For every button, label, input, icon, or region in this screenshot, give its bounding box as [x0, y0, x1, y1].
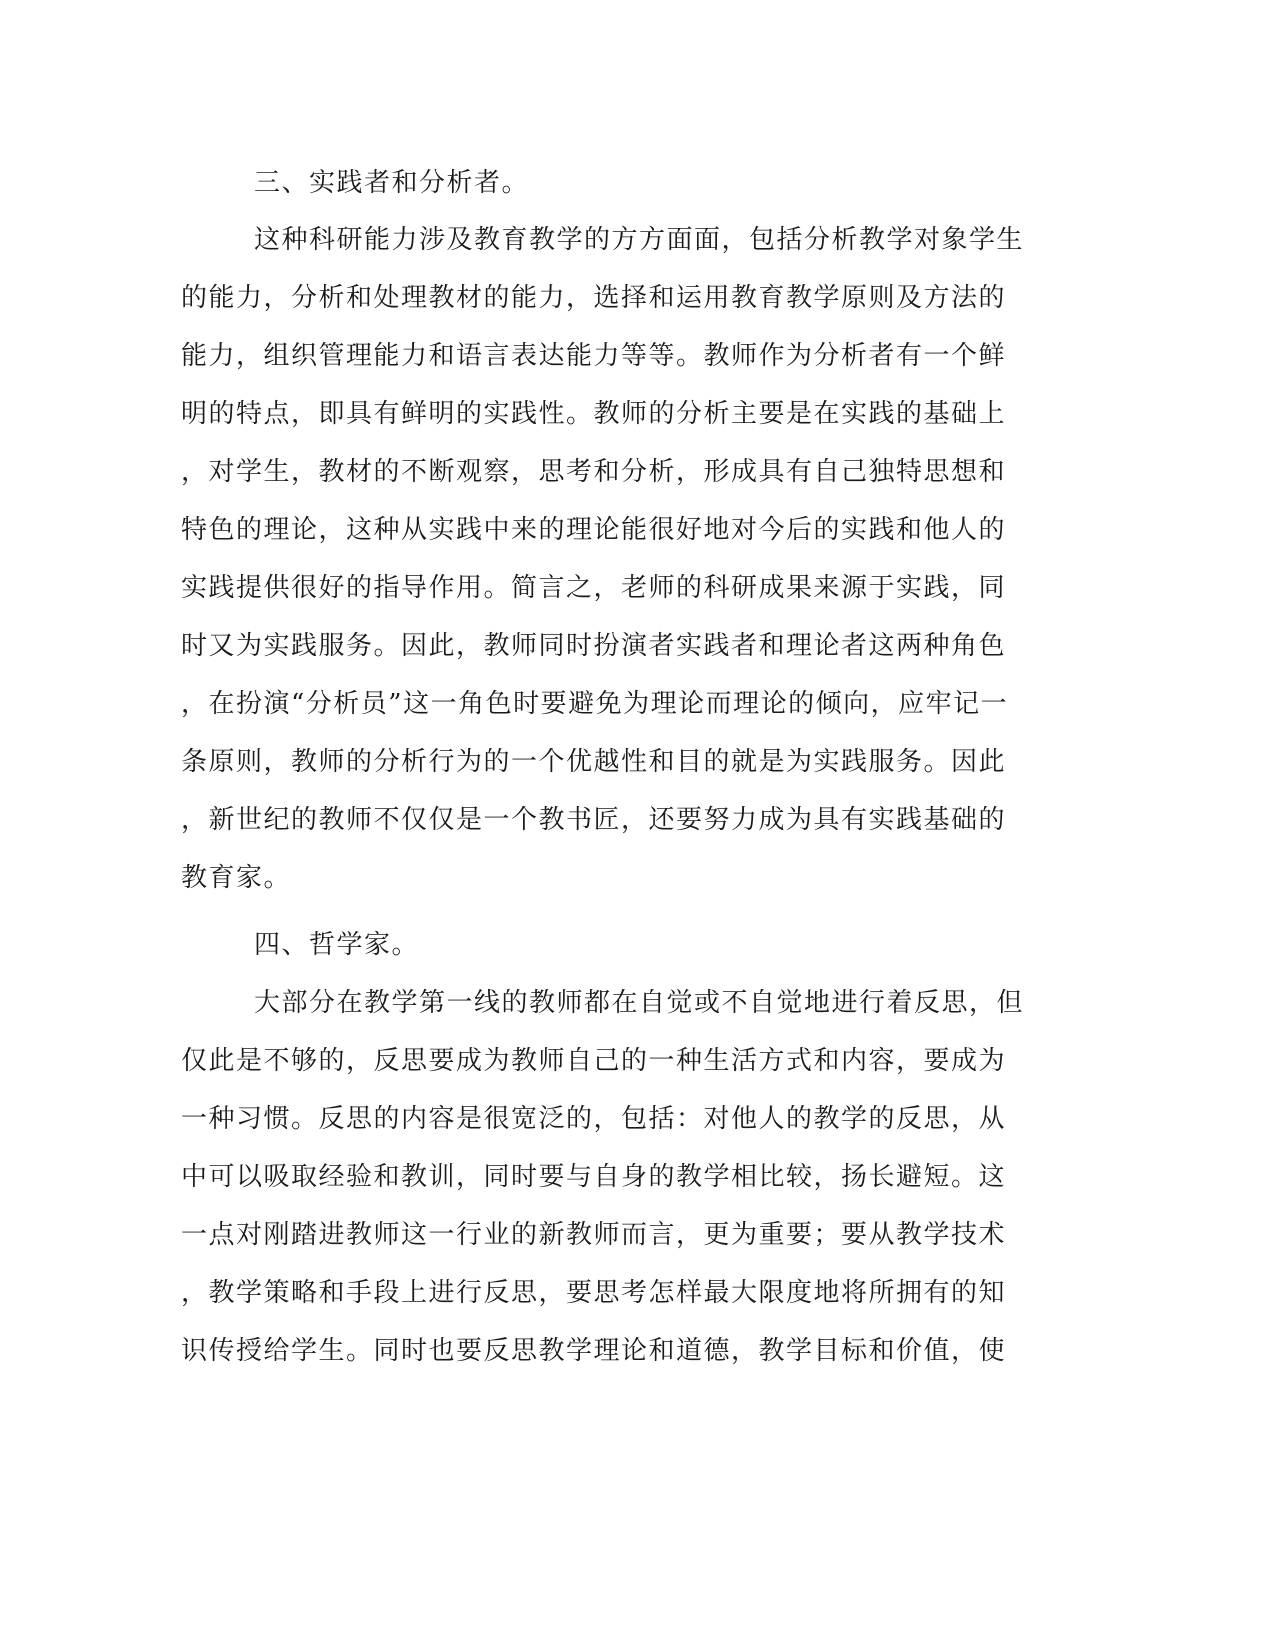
paragraph-line: ，教学策略和手段上进行反思，要思考怎样最大限度地将所拥有的知 — [181, 1278, 1007, 1308]
paragraph-line: 一种习惯。反思的内容是很宽泛的，包括：对他人的教学的反思，从 — [181, 1104, 1007, 1134]
paragraph-line: 一点对刚踏进教师这一行业的新教师而言，更为重要；要从教学技术 — [181, 1220, 1007, 1250]
paragraph-line: ，新世纪的教师不仅仅是一个教书匠，还要努力成为具有实践基础的 — [181, 805, 1007, 835]
section-heading-4: 四、哲学家。 — [254, 930, 420, 960]
paragraph-line: 明的特点，即具有鲜明的实践性。教师的分析主要是在实践的基础上 — [181, 399, 1007, 429]
paragraph-line: 能力，组织管理能力和语言表达能力等等。教师作为分析者有一个鲜 — [181, 341, 1007, 371]
paragraph-line: 时又为实践服务。因此，教师同时扮演者实践者和理论者这两种角色 — [181, 631, 1007, 661]
paragraph-line: 仅此是不够的，反思要成为教师自己的一种生活方式和内容，要成为 — [181, 1046, 1007, 1076]
paragraph-line: 实践提供很好的指导作用。简言之，老师的科研成果来源于实践，同 — [181, 573, 1007, 603]
paragraph-line: ，对学生，教材的不断观察，思考和分析，形成具有自己独特思想和 — [181, 457, 1007, 487]
paragraph-line: 的能力，分析和处理教材的能力，选择和运用教育教学原则及方法的 — [181, 283, 1007, 313]
paragraph-line: 特色的理论，这种从实践中来的理论能很好地对今后的实践和他人的 — [181, 515, 1007, 545]
paragraph-line: 条原则，教师的分析行为的一个优越性和目的就是为实践服务。因此 — [181, 747, 1007, 777]
paragraph-line: 大部分在教学第一线的教师都在自觉或不自觉地进行着反思，但 — [254, 988, 1025, 1018]
paragraph-line: 这种科研能力涉及教育教学的方方面面，包括分析教学对象学生 — [254, 225, 1025, 255]
section-heading-3: 三、实践者和分析者。 — [254, 168, 530, 198]
paragraph-line: ，在扮演“分析员”这一角色时要避免为理论而理论的倾向，应牢记一 — [181, 689, 1009, 719]
paragraph-line: 识传授给学生。同时也要反思教学理论和道德，教学目标和价值，使 — [181, 1336, 1007, 1366]
paragraph-line: 教育家。 — [181, 863, 292, 893]
paragraph-line: 中可以吸取经验和教训，同时要与自身的教学相比较，扬长避短。这 — [181, 1162, 1007, 1192]
